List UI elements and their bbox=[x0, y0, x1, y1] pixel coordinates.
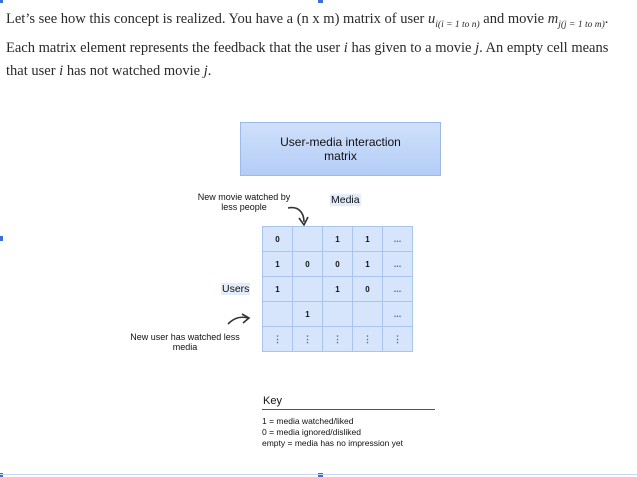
interaction-matrix bbox=[262, 226, 413, 352]
key-line: empty = media has no impression yet bbox=[262, 438, 404, 448]
paragraph-text: . An empty cell means that user bbox=[6, 40, 609, 79]
matrix-cell: 1 bbox=[263, 277, 293, 302]
intro-paragraph bbox=[6, 8, 632, 83]
diagram-title: User-media interaction matrix bbox=[280, 135, 401, 163]
matrix-cell: 1 bbox=[353, 252, 383, 277]
matrix-cell: 0 bbox=[263, 227, 293, 252]
matrix-row bbox=[263, 277, 413, 302]
paragraph-text: . Each matrix element represents the feedback that the user bbox=[6, 11, 609, 56]
matrix-cell bbox=[323, 302, 353, 327]
matrix-cell bbox=[293, 227, 323, 252]
matrix-cell: ... bbox=[383, 302, 413, 327]
matrix-cell: ... bbox=[383, 227, 413, 252]
matrix-row bbox=[263, 302, 413, 327]
matrix-cell: 1 bbox=[263, 252, 293, 277]
matrix-cell: 1 bbox=[293, 302, 323, 327]
matrix-row bbox=[263, 252, 413, 277]
paragraph-text: . bbox=[207, 63, 212, 79]
diagram-title-box bbox=[240, 122, 441, 176]
math-m: m bbox=[547, 11, 559, 27]
matrix-cell: 0 bbox=[353, 277, 383, 302]
matrix-cell: ⋮ bbox=[263, 327, 293, 352]
math-i: i bbox=[59, 63, 64, 79]
matrix-cell: ⋮ bbox=[323, 327, 353, 352]
matrix-cell: 1 bbox=[353, 227, 383, 252]
paragraph-text: has not watched movie bbox=[63, 63, 204, 79]
math-u-subscript: i(i = 1 to n) bbox=[435, 20, 480, 30]
paragraph-text: and movie bbox=[479, 11, 548, 27]
math-m-subscript: j(j = 1 to m) bbox=[558, 20, 605, 30]
matrix-cell bbox=[263, 302, 293, 327]
note-new-user: New user has watched less media bbox=[130, 332, 240, 352]
matrix-cell: 0 bbox=[323, 252, 353, 277]
matrix-cell: ⋮ bbox=[353, 327, 383, 352]
matrix-cell bbox=[293, 277, 323, 302]
note-new-movie: New movie watched by less people bbox=[197, 192, 291, 212]
users-axis-label: Users bbox=[222, 283, 250, 295]
math-j: j bbox=[475, 40, 480, 56]
key-title: Key bbox=[263, 395, 282, 407]
matrix-cell: 1 bbox=[323, 227, 353, 252]
matrix-row bbox=[263, 227, 413, 252]
matrix-cell: 1 bbox=[323, 277, 353, 302]
key-line: 1 = media watched/liked bbox=[262, 416, 354, 426]
matrix-cell: 0 bbox=[293, 252, 323, 277]
key-divider bbox=[262, 409, 435, 410]
matrix-row bbox=[263, 327, 413, 352]
math-i: i bbox=[343, 40, 348, 56]
math-u: u bbox=[428, 11, 436, 27]
paragraph-text: Let’s see how this concept is realized. You have a (n x m) matrix of user bbox=[6, 11, 429, 27]
matrix-cell: ⋮ bbox=[293, 327, 323, 352]
bottom-border bbox=[0, 474, 637, 475]
matrix-cell bbox=[353, 302, 383, 327]
key-line: 0 = media ignored/disliked bbox=[262, 427, 361, 437]
arrow-down-icon bbox=[286, 204, 312, 228]
matrix-cell: ⋮ bbox=[383, 327, 413, 352]
math-j: j bbox=[203, 63, 208, 79]
paragraph-text: has given to a movie bbox=[347, 40, 476, 56]
matrix-cell: ... bbox=[383, 277, 413, 302]
edge-handle bbox=[318, 0, 323, 3]
matrix-cell: ... bbox=[383, 252, 413, 277]
arrow-right-icon bbox=[226, 312, 252, 326]
media-axis-label: Media bbox=[331, 194, 360, 206]
corner-handle bbox=[0, 0, 3, 3]
edge-handle bbox=[0, 236, 3, 241]
